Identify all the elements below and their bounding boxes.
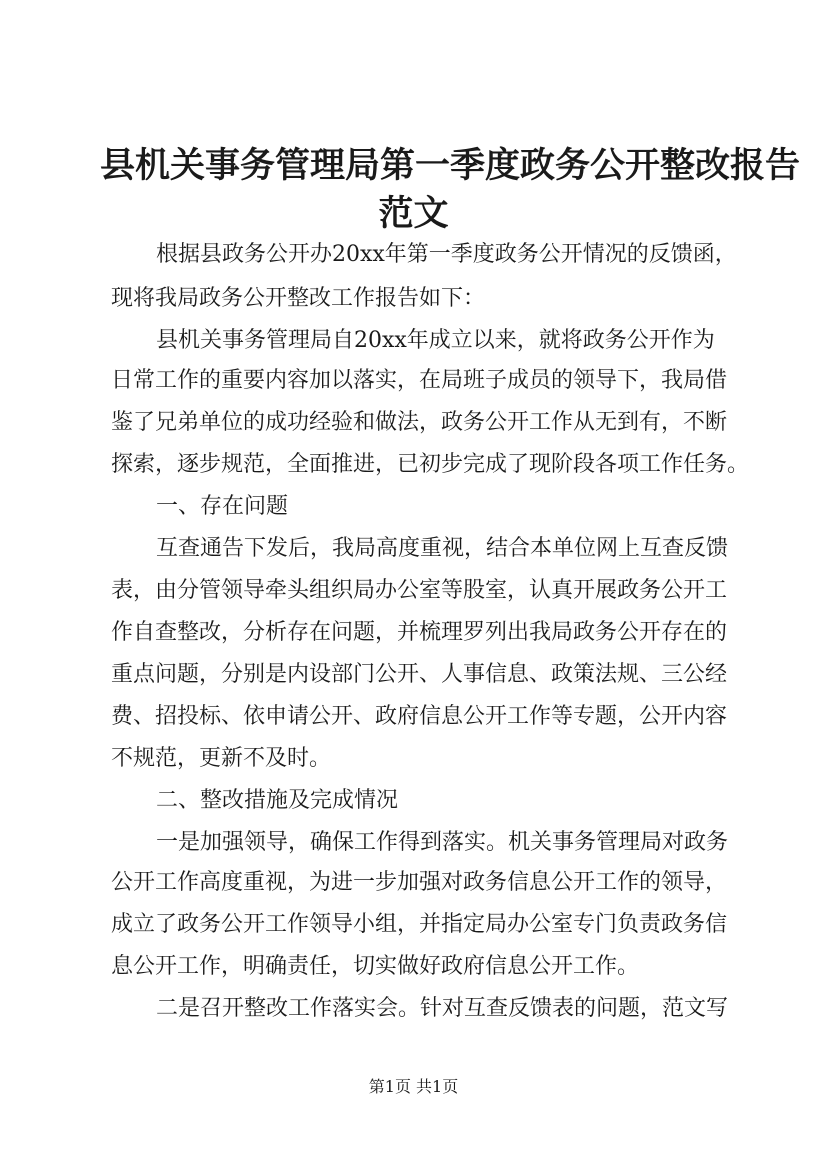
body-line-6: 探索，逐步规范，全面推进，已初步完成了现阶段各项工作任务。 bbox=[111, 452, 750, 477]
body-line-11: 重点问题，分别是内设部门公开、人事信息、政策法规、三公经 bbox=[111, 662, 728, 687]
body-line-19: 二是召开整改工作落实会。针对互查反馈表的问题，范文写 bbox=[156, 996, 729, 1021]
body-line-13: 不规范，更新不及时。 bbox=[111, 746, 332, 771]
body-line-3: 县机关事务管理局自20xx年成立以来，就将政务公开作为 bbox=[156, 328, 715, 353]
body-line-10: 作自查整改，分析存在问题，并梳理罗列出我局政务公开存在的 bbox=[111, 620, 728, 645]
body-line-4: 日常工作的重要内容加以落实，在局班子成员的领导下，我局借 bbox=[111, 368, 728, 393]
document-title-line-1: 县机关事务管理局第一季度政务公开整改报告 bbox=[100, 145, 801, 186]
body-line-5: 鉴了兄弟单位的成功经验和做法，政务公开工作从无到有，不断 bbox=[111, 410, 728, 435]
body-line-16: 公开工作高度重视，为进一步加强对政务信息公开工作的领导， bbox=[111, 870, 728, 895]
body-line-1: 根据县政务公开办20xx年第一季度政务公开情况的反馈函， bbox=[156, 242, 737, 267]
body-line-9: 表，由分管领导牵头组织局办公室等股室，认真开展政务公开工 bbox=[111, 578, 728, 603]
document-title-line-2: 范文 bbox=[378, 193, 449, 234]
body-line-17: 成立了政务公开工作领导小组，并指定局办公室专门负责政务信 bbox=[111, 912, 728, 937]
page-number-footer: 第1页 共1页 bbox=[368, 1077, 459, 1096]
section-heading-2: 二、整改措施及完成情况 bbox=[156, 788, 399, 813]
body-line-15: 一是加强领导，确保工作得到落实。机关事务管理局对政务 bbox=[156, 830, 729, 855]
section-heading-1: 一、存在问题 bbox=[156, 494, 289, 519]
body-line-8: 互查通告下发后，我局高度重视，结合本单位网上互查反馈 bbox=[156, 536, 729, 561]
body-line-2: 现将我局政务公开整改工作报告如下： bbox=[111, 286, 486, 311]
body-line-12: 费、招投标、依申请公开、政府信息公开工作等专题，公开内容 bbox=[111, 704, 728, 729]
body-line-18: 息公开工作，明确责任，切实做好政府信息公开工作。 bbox=[111, 954, 640, 979]
